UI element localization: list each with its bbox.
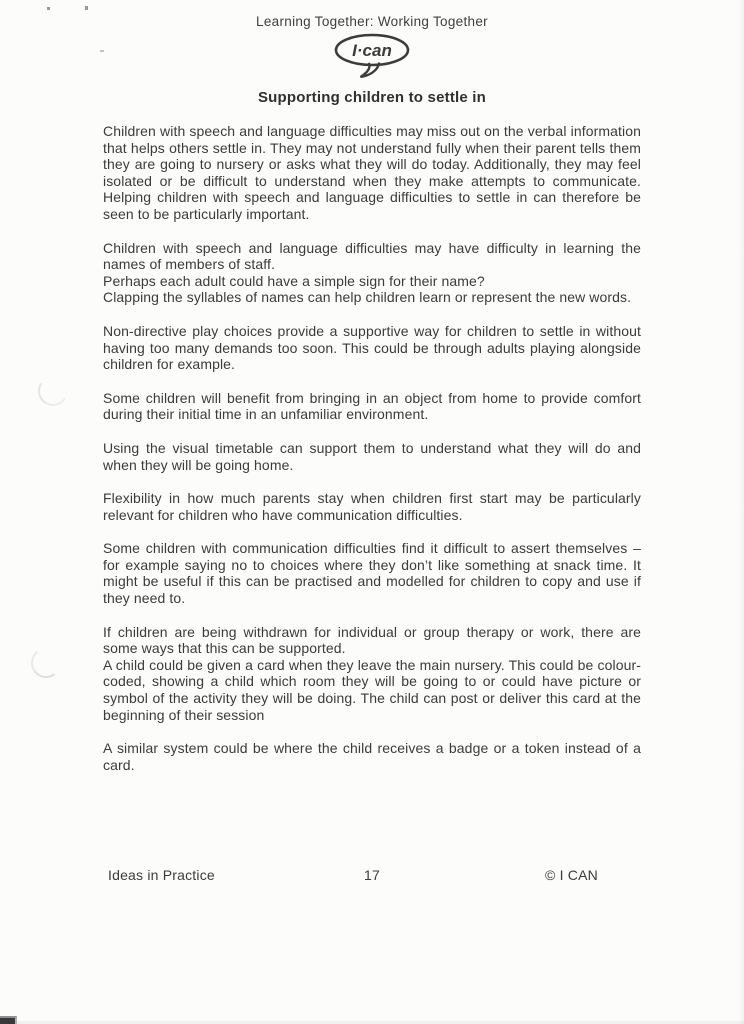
- paragraph-text: Flexibility in how much parents stay when children first start may be particularly relevant for children who have communication difficulties.: [103, 490, 641, 523]
- paragraph: [103, 624, 641, 724]
- paragraph: [103, 740, 641, 773]
- paragraph-text: A similar system could be where the child receives a badge or a token instead of a card.: [103, 740, 641, 773]
- scan-speck: [100, 50, 104, 52]
- paragraph-text: Using the visual timetable can support them to understand what they will do and when they will be going home.: [103, 439, 641, 473]
- paragraph: [103, 440, 641, 473]
- paragraph-text: Clapping the syllables of names can help children learn or represent the new words.: [103, 289, 632, 306]
- paragraph: [103, 240, 641, 306]
- paragraph-text: Non-directive play choices provide a supportive way for children to settle in without having too many demands too soon. This could be through adults playing alongside children for example.: [103, 322, 641, 373]
- footer-copyright: © I CAN: [545, 867, 598, 883]
- page-number: 17: [364, 867, 380, 883]
- paragraph-text: A child could be given a card when they leave the main nursery. This could be colour-coded, showing a child which room they will be going to or could have picture or symbol of the activity they will be doing. The child can post or deliver this card at the beginning of their session: [103, 656, 641, 723]
- page-title: Supporting children to settle in: [257, 89, 487, 106]
- hole-punch-shadow: [35, 373, 71, 409]
- paragraph-text: Some children will benefit from bringing in an object from home to provide comfort during their initial time in an unfamiliar environment.: [103, 389, 641, 423]
- footer-series-title: Ideas in Practice: [108, 867, 215, 883]
- page-body: [103, 123, 641, 773]
- paragraph-text: Children with speech and language difficulties may have difficulty in learning the names of members of staff.: [103, 239, 641, 273]
- paragraph-text: Some children with communication difficulties find it difficult to assert themselves – for example saying no to choices where they don’t like something at snack time. It might be useful if this can be practised and modelled for children to copy and use if they need to.: [103, 540, 641, 607]
- paragraph: [103, 540, 641, 606]
- logo-text: I·can: [352, 41, 392, 60]
- paragraph-text: Perhaps each adult could have a simple sign for their name?: [103, 272, 485, 289]
- scan-edge-shadow: [738, 0, 744, 1024]
- paragraph: [103, 123, 641, 223]
- ican-logo: [329, 33, 415, 81]
- hole-punch-shadow: [29, 646, 63, 680]
- scan-speck: [47, 7, 50, 10]
- scan-corner-mark: [0, 1016, 17, 1024]
- paragraph-text: If children are being withdrawn for individual or group therapy or work, there are some ways that this can be supported.: [103, 623, 641, 657]
- speech-bubble-logo: [329, 33, 415, 81]
- paragraph: [103, 323, 641, 373]
- paragraph-text: Children with speech and language difficulties may miss out on the verbal information that helps others settle in. They may not understand fully when their parent tells them they are going to nursery or asks what they will do today. Additionally, they may feel isolated or be difficult to understand when they make attempts to communicate. Helping children with speech and language difficulties to settle in can therefore be seen to be particularly important.: [103, 123, 641, 222]
- document-header-title: Learning Together: Working Together: [256, 14, 488, 29]
- paragraph: [103, 390, 641, 423]
- scan-speck: [85, 6, 88, 10]
- paragraph: [103, 490, 641, 523]
